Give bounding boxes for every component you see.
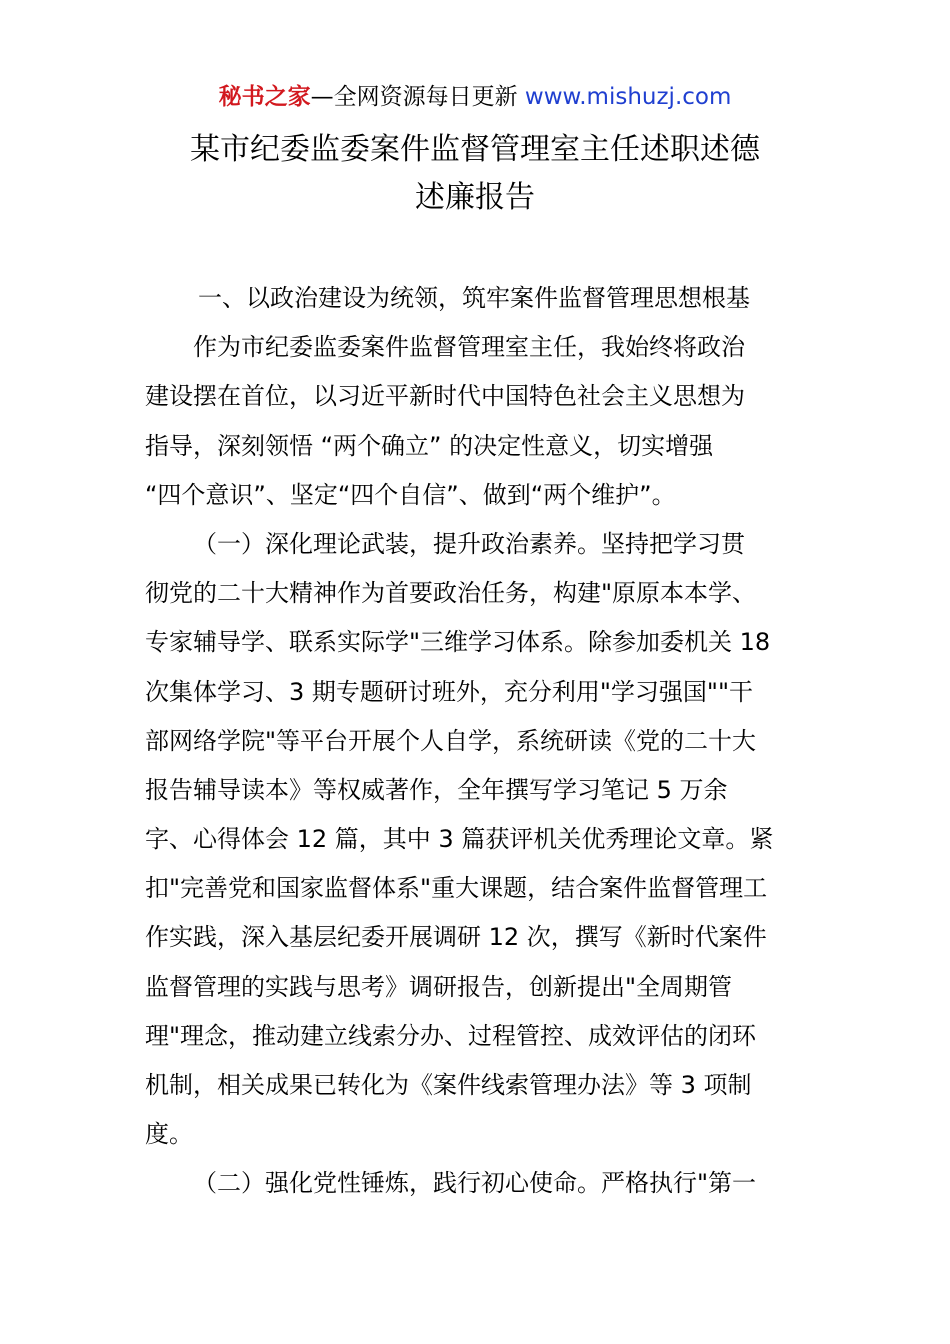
paragraph-line: 字、心得体会 12 篇，其中 3 篇获评机关优秀理论文章。紧 [145, 825, 774, 854]
paragraph-line: 彻党的二十大精神作为首要政治任务，构建"原原本本学、 [145, 579, 757, 608]
paragraph-line: 专家辅导学、联系实际学"三维学习体系。除参加委机关 18 [145, 628, 771, 657]
section-heading: 一、以政治建设为统领，筑牢案件监督管理思想根基 [198, 284, 750, 312]
paragraph-line: 报告辅导读本》等权威著作，全年撰写学习笔记 5 万余 [145, 775, 728, 804]
paragraph-line: （一）深化理论武装，提升政治素养。坚持把学习贯 [193, 529, 745, 558]
header-tagline: 全网资源每日更新 [333, 84, 525, 110]
document-title-line-1: 某市纪委监委案件监督管理室主任述职述德 [190, 132, 760, 167]
paragraph-line: 建设摆在首位，以习近平新时代中国特色社会主义思想为 [145, 382, 745, 411]
document-body [145, 274, 810, 1209]
paragraph-line: 作实践，深入基层纪委开展调研 12 次，撰写《新时代案件 [145, 923, 767, 952]
document-title-line-2: 述廉报告 [415, 180, 535, 215]
paragraph-line: （二）强化党性锤炼，践行初心使命。严格执行"第一 [193, 1169, 757, 1198]
paragraph-line: 监督管理的实践与思考》调研报告，创新提出"全周期管 [145, 972, 733, 1001]
paragraph-line: 机制，相关成果已转化为《案件线索管理办法》等 3 项制 [145, 1071, 752, 1099]
paragraph-line: 作为市纪委监委案件监督管理室主任，我始终将政治 [193, 333, 745, 362]
paragraph-line: “四个意识”、坚定“四个自信”、做到“两个维护”。 [145, 480, 676, 509]
paragraph-line: 次集体学习、3 期专题研讨班外，充分利用"学习强国""干 [145, 677, 754, 706]
paragraph-line: 部网络学院"等平台开展个人自学，系统研读《党的二十大 [145, 726, 757, 755]
paragraph-line: 指导，深刻领悟 “两个确立” 的决定性意义，切实增强 [145, 431, 714, 460]
paragraph-line: 度。 [145, 1120, 193, 1149]
header-url-link[interactable]: www.mishuzj.com [524, 84, 732, 110]
site-header [0, 80, 950, 114]
paragraph-line: 扣"完善党和国家监督体系"重大课题，结合案件监督管理工 [145, 874, 768, 903]
brand-name: 秘书之家 [218, 84, 311, 110]
paragraph-line: 理"理念，推动建立线索分办、过程管控、成效评估的闭环 [145, 1021, 757, 1050]
header-separator: — [310, 84, 334, 110]
